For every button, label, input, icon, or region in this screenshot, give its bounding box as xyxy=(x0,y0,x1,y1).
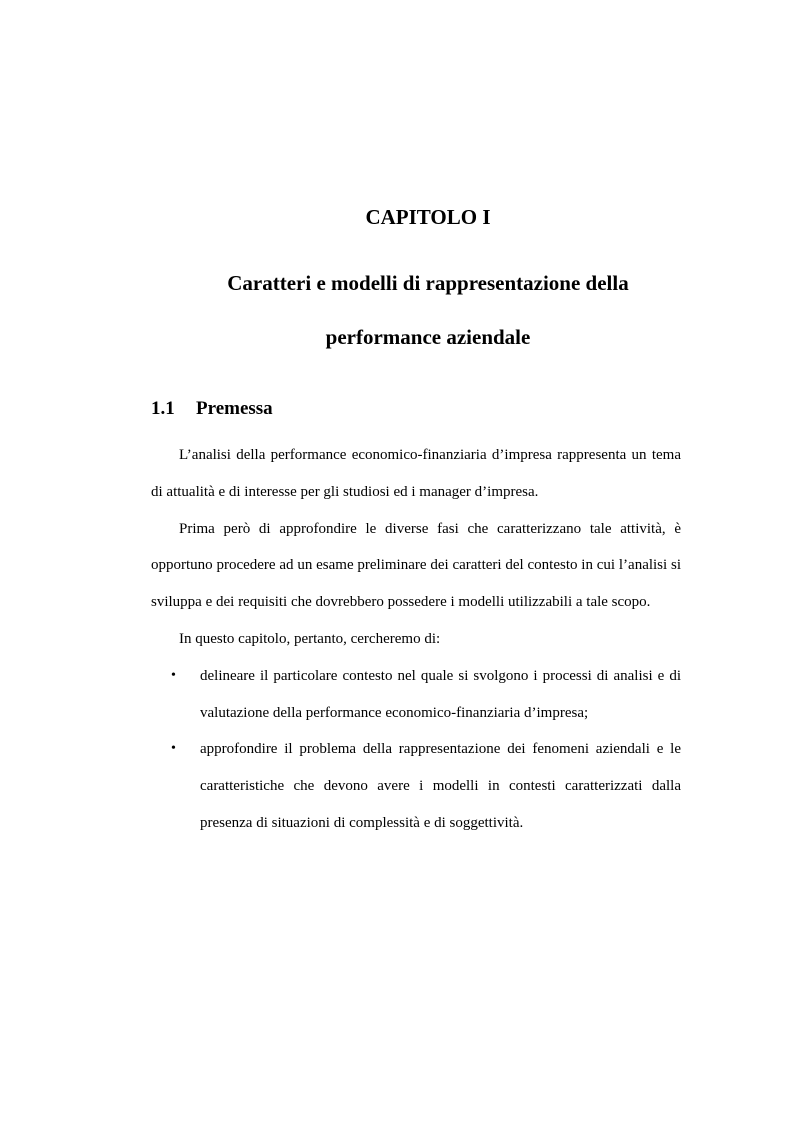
list-item-text: approfondire il problema della rappresentazione dei fenomeni aziendali e le caratteristiche che devono avere i modelli in contesti caratterizzati dalla presenza di situazioni di complessità e di soggettività. xyxy=(200,741,681,831)
chapter-label: CAPITOLO I xyxy=(365,205,491,229)
chapter-title-line-1: Caratteri e modelli di rappresentazione della xyxy=(227,271,629,295)
list-item-text: delineare il particolare contesto nel quale si svolgono i processi di analisi e di valutazione della performance economico-finanziaria d’impresa; xyxy=(200,667,681,721)
paragraph-3: In questo capitolo, pertanto, cercheremo di: xyxy=(179,630,441,647)
paragraph-1: L’analisi della performance economico-finanziaria d’impresa rappresenta un tema di attualità e di interesse per gli studiosi ed i manager d’impresa. xyxy=(151,447,681,500)
body-text xyxy=(151,437,681,842)
bullet-icon: • xyxy=(171,741,176,757)
chapter-title xyxy=(0,256,793,364)
bullet-icon: • xyxy=(171,667,176,683)
chapter-title-line-2: performance aziendale xyxy=(325,325,531,349)
section-number: 1.1 xyxy=(151,398,175,419)
section-heading xyxy=(151,396,273,422)
bullet-list xyxy=(151,658,681,842)
paragraph-2: Prima però di approfondire le diverse fasi che caratterizzano tale attività, è opportuno procedere ad un esame preliminare dei caratteri del contesto in cui l’analisi si sviluppa e dei requisiti che dovrebbero possedere i modelli utilizzabili a tale scopo. xyxy=(151,520,681,611)
section-title: Premessa xyxy=(196,398,273,419)
list-item xyxy=(151,658,681,732)
list-item xyxy=(151,731,681,841)
